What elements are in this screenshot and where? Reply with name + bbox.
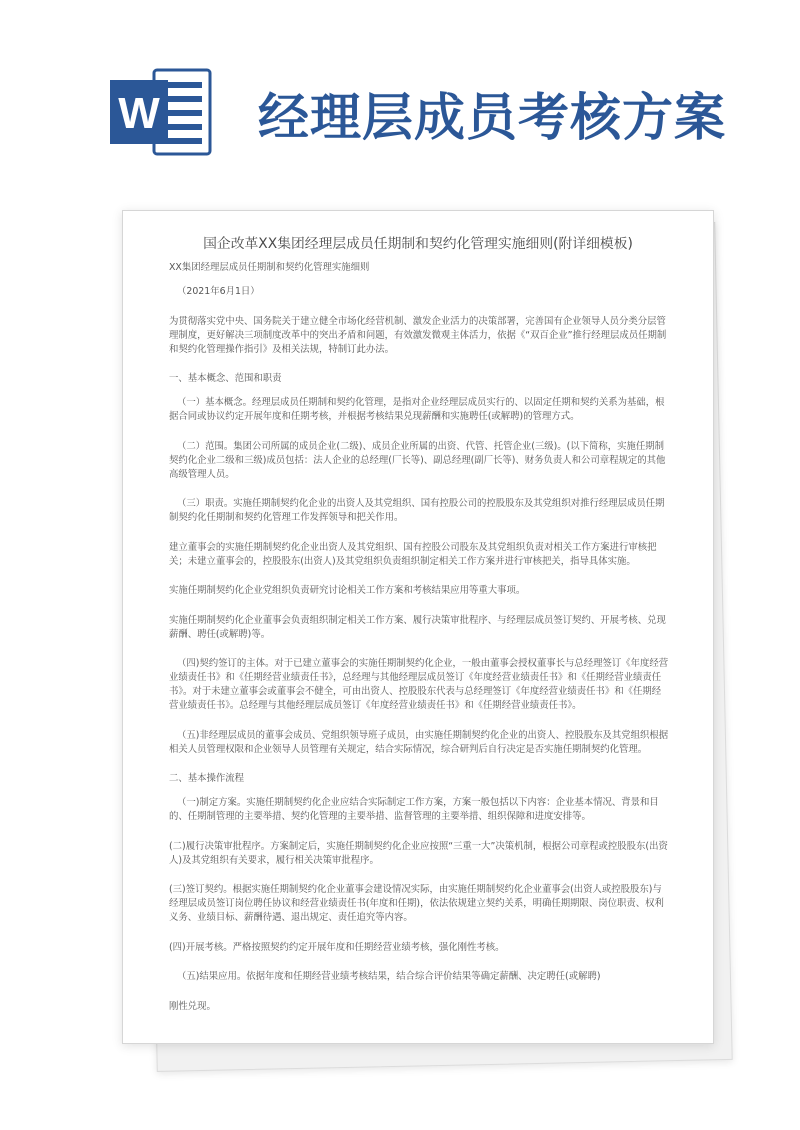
- doc-paragraph: （五)结果应用。依据年度和任期经营业绩考核结果，结合综合评价结果等确定薪酬、决定聘任(或解聘): [177, 971, 601, 982]
- word-doc-icon: [108, 66, 214, 158]
- doc-paragraph: （一)制定方案。实施任期制契约化企业应结合实际制定工作方案，方案一般包括以下内容：企业基本情况、背景和目的、任期制管理的主要举措、契约化管理的主要举措、监督管理的主要举措、组织保障和进度安排等。: [169, 797, 659, 822]
- document-page: [122, 210, 714, 1044]
- doc-date: （2021年6月1日）: [177, 286, 260, 297]
- doc-paragraph: （一）基本概念。经理层成员任期制和契约化管理，是指对企业经理层成员实行的、以固定任期和契约关系为基础，根据合同或协议约定开展年度和任期考核，并根据考核结果兑现薪酬和实施聘任(或解聘)的管理方式。: [169, 397, 665, 422]
- doc-paragraph: (四)开展考核。严格按照契约约定开展年度和任期经营业绩考核，强化刚性考核。: [169, 941, 505, 953]
- doc-paragraph: （五)非经理层成员的董事会成员、党组织领导班子成员，由实施任期制契约化企业的出资人、控股股东及其党组织根据相关人员管理权限和企业领导人员管理有关规定，结合实际情况，综合研判后自行决定是否实施任期制契约化管理。: [169, 729, 669, 755]
- page-header: [0, 0, 800, 200]
- doc-paragraph: （四)契约签订的主体。对于已建立董事会的实施任期制契约化企业，一般由董事会授权董事长与总经理签订《年度经营业绩责任书》和《任期经营业绩责任书》，总经理与其他经理层成员签订《年度经营业绩责任书》和《任期经营业绩责任书》。对于未建立董事会或董事会不健全，可由出资人、控股股东代表与总经理签订《年度经营业绩责任书》和《任期经营业绩责任书》。总经理与其他经理层成员签订《年度经营业绩责任书》和《任期经营业绩责任书》。: [169, 658, 669, 711]
- doc-paragraph: (三)签订契约。根据实施任期制契约化企业董事会建设情况实际，由实施任期制契约化企业董事会(出资人或控股股东)与经理层成员签订岗位聘任协议和经营业绩责任书(年度和任期)，依法依规建立契约关系，明确任期期限、岗位职责、权利义务、业绩目标、薪酬待遇、退出规定、责任追究等内容。: [169, 884, 664, 923]
- doc-section-heading: 二、基本操作流程: [169, 773, 245, 784]
- document-body: [169, 261, 669, 1029]
- document-title: 国企改革XX集团经理层成员任期制和契约化管理实施细则(附详细模板): [203, 236, 633, 252]
- doc-paragraph: 实施任期制契约化企业董事会负责组织制定相关工作方案、履行决策审批程序、与经理层成员签订契约、开展考核、兑现薪酬、聘任(或解聘)等。: [169, 614, 666, 640]
- word-logo-letter: W: [118, 89, 160, 138]
- doc-paragraph: （三）职责。实施任期制契约化企业的出资人及其党组织、国有控股公司的控股股东及其党组织对推行经理层成员任期制契约化任期制和契约化管理工作发挥领导和把关作用。: [169, 498, 665, 523]
- doc-paragraph: 为贯彻落实党中央、国务院关于建立健全市场化经营机制、激发企业活力的决策部署，完善国有企业领导人员分类分层管理制度，更好解决三项制度改革中的突出矛盾和问题，有效激发微观主体活力，依据《“双百企业”推行经理层成员任期制和契约化管理操作指引》及相关法规，特制订此办法。: [169, 315, 667, 355]
- doc-section-heading: 一、基本概念、范围和职责: [169, 373, 282, 384]
- doc-paragraph: 建立董事会的实施任期制契约化企业出资人及其党组织、国有控股公司股东及其党组织负责对相关工作方案进行审核把关；未建立董事会的，控股股东(出资人)及其党组织负责组织制定相关工作方案并进行审核把关，指导具体实施。: [169, 541, 657, 567]
- doc-paragraph: (二)履行决策审批程序。方案制定后，实施任期制契约化企业应按照“三重一大”决策机制，根据公司章程或控股股东(出资人)及其党组织有关要求，履行相关决策审批程序。: [169, 840, 668, 866]
- doc-paragraph: （二）范围。集团公司所属的成员企业(二级)、成员企业所属的出资、代管、托管企业(三级)。(以下简称，实施任期制契约化企业二级和三级)成员包括：法人企业的总经理(厂长等)、副总经理(副厂长等)、财务负责人和公司章程规定的其他高级管理人员。: [169, 440, 666, 480]
- doc-paragraph: 刚性兑现。: [169, 1000, 216, 1012]
- doc-subtitle: XX集团经理层成员任期制和契约化管理实施细则: [169, 262, 370, 273]
- doc-paragraph: 实施任期制契约化企业党组织负责研究讨论相关工作方案和考核结果应用等重大事项。: [169, 585, 526, 596]
- page-title: 经理层成员考核方案: [258, 89, 727, 148]
